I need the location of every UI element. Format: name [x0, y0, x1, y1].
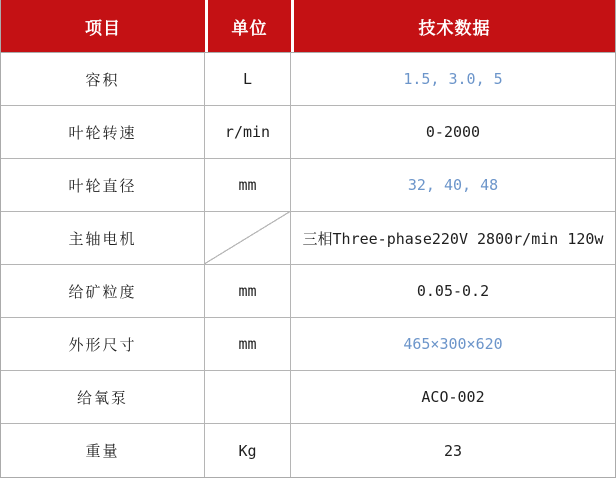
- table-row: [1, 159, 615, 212]
- table-row: [1, 424, 615, 477]
- row-unit: mm: [205, 265, 291, 317]
- row-unit: L: [205, 53, 291, 105]
- table-row: [1, 371, 615, 424]
- row-item-label: 叶轮转速: [1, 106, 205, 158]
- row-item-label: 容积: [1, 53, 205, 105]
- row-value: ACO-002: [421, 388, 485, 406]
- header-data: 技术数据: [291, 0, 615, 52]
- header-item: 项目: [85, 18, 121, 38]
- table-row: [1, 106, 615, 159]
- table-header-row: [1, 0, 615, 53]
- row-item-label: 给矿粒度: [1, 265, 205, 317]
- row-value: 0.05-0.2: [416, 282, 490, 300]
- row-unit-diagonal: [205, 212, 291, 264]
- table-row: [1, 265, 615, 318]
- row-unit: [205, 371, 291, 423]
- row-item-label: 主轴电机: [1, 212, 205, 264]
- table-row: [1, 212, 615, 265]
- row-item-label: 重量: [1, 424, 205, 477]
- row-unit: Kg: [205, 424, 291, 477]
- row-unit: mm: [205, 159, 291, 211]
- row-unit: r/min: [205, 106, 291, 158]
- table-row: [1, 318, 615, 371]
- row-value: 32, 40, 48: [407, 176, 499, 194]
- row-value: 0-2000: [425, 123, 481, 141]
- row-value: 465×300×620: [403, 335, 503, 353]
- row-item-label: 外形尺寸: [1, 318, 205, 370]
- row-item-label: 给氧泵: [1, 371, 205, 423]
- row-value: 1.5, 3.0, 5: [403, 70, 503, 88]
- row-item-label: 叶轮直径: [1, 159, 205, 211]
- row-unit: mm: [205, 318, 291, 370]
- header-unit: 单位: [205, 0, 291, 52]
- row-value: 23: [443, 441, 463, 460]
- row-value: 三相Three-phase220V 2800r/min 120w: [302, 229, 604, 248]
- table-row: [1, 53, 615, 106]
